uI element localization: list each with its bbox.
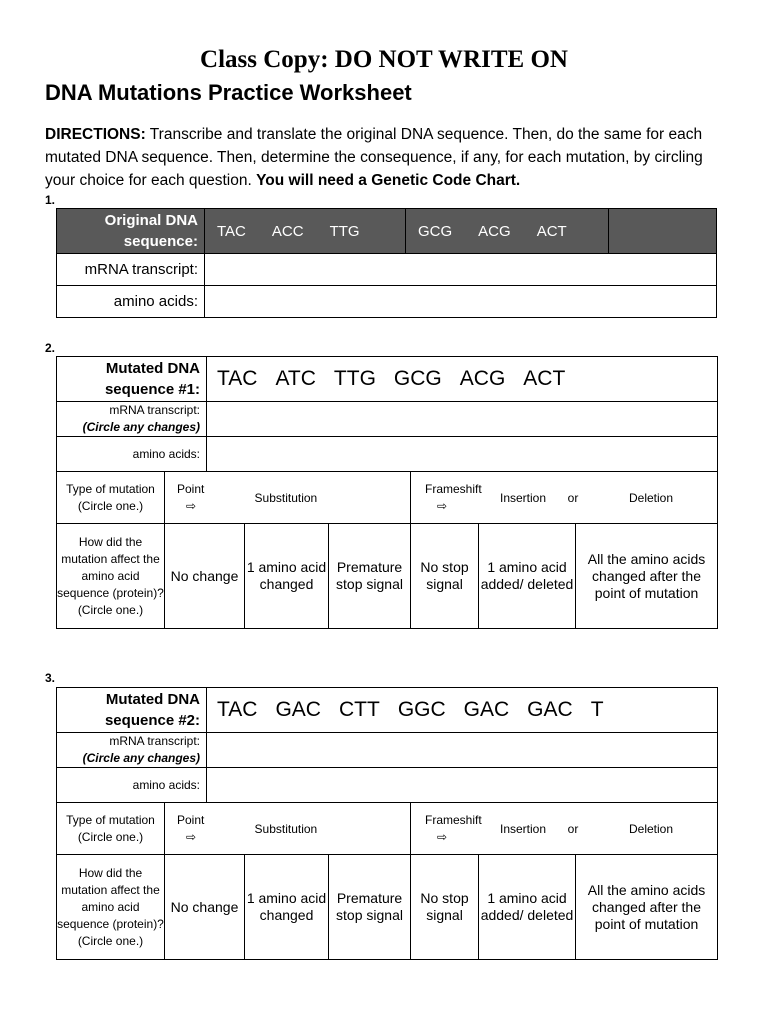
q2-choice-no-change[interactable]: No change [165, 524, 245, 629]
mutated-dna-1-table [56, 356, 718, 629]
q3-choice-point[interactable]: Point ⇨ [165, 803, 245, 855]
original-dna-label: Original DNA sequence: [57, 209, 205, 254]
q3-choice-no-change[interactable]: No change [165, 855, 245, 960]
q2-frameshift-options [411, 472, 718, 524]
original-empty-cell [609, 209, 717, 254]
q1-mrna-label: mRNA transcript: [57, 254, 205, 286]
q3-choice-one-changed[interactable]: 1 amino acid changed [245, 855, 329, 960]
q3-choice-added-deleted[interactable]: 1 amino acid added/ deleted [479, 855, 576, 960]
q3-frameshift-options [411, 803, 718, 855]
q2-choice-no-stop[interactable]: No stop signal [411, 524, 479, 629]
q2-choice-deletion[interactable]: Deletion [629, 490, 674, 505]
mutated-dna-2-table [56, 687, 718, 960]
page-header: Class Copy: DO NOT WRITE ON [200, 46, 568, 73]
q3-amino-acids-answer [207, 768, 718, 803]
question-2-number: 2. [45, 341, 56, 355]
q3-or: or [567, 821, 579, 836]
directions [45, 123, 735, 192]
q2-effect-label: How did the mutation affect the amino acid sequence (protein)? (Circle one.) [57, 524, 165, 629]
mutated-2-codons: TAC GAC CTT GGC GAC GAC T [207, 688, 718, 733]
q3-choice-deletion[interactable]: Deletion [629, 821, 674, 836]
q3-choice-no-stop[interactable]: No stop signal [411, 855, 479, 960]
q2-mrna-label: mRNA transcript: (Circle any changes) [57, 402, 207, 437]
q3-amino-acids-label: amino acids: [57, 768, 207, 803]
q2-choice-one-changed[interactable]: 1 amino acid changed [245, 524, 329, 629]
directions-body: Transcribe and translate the original DNA sequence. Then, do the same for each mutated DNA sequence. Then, determine the consequence, if any, for each mutation, by circling your choice for each question. [45, 126, 703, 189]
worksheet-title: DNA Mutations Practice Worksheet [45, 80, 412, 105]
q1-amino-acids-answer [205, 286, 717, 318]
q2-amino-acids-label: amino acids: [57, 437, 207, 472]
question-1-number: 1. [45, 193, 56, 207]
q2-choice-frameshift[interactable]: Frameshift ⇨ [425, 481, 482, 513]
mutated-1-label: Mutated DNA sequence #1: [57, 357, 207, 402]
q3-choice-all-changed[interactable]: All the amino acids changed after the point of mutation [576, 855, 718, 960]
q2-choice-insertion[interactable]: Insertion [500, 490, 547, 505]
q2-choice-substitution[interactable]: Substitution [245, 472, 411, 524]
directions-lead: DIRECTIONS: [45, 126, 146, 143]
q3-mrna-answer [207, 733, 718, 768]
q1-mrna-answer [205, 254, 717, 286]
q2-choice-added-deleted[interactable]: 1 amino acid added/ deleted [479, 524, 576, 629]
q3-effect-label: How did the mutation affect the amino acid sequence (protein)? (Circle one.) [57, 855, 165, 960]
q2-choice-point[interactable]: Point ⇨ [165, 472, 245, 524]
q2-choice-premature[interactable]: Premature stop signal [329, 524, 411, 629]
q3-choice-frameshift[interactable]: Frameshift ⇨ [425, 812, 482, 844]
q2-mrna-answer [207, 402, 718, 437]
original-codons-a: TAC ACC TTG [205, 209, 406, 254]
q3-choice-insertion[interactable]: Insertion [500, 821, 547, 836]
question-3-number: 3. [45, 671, 56, 685]
mutated-2-label: Mutated DNA sequence #2: [57, 688, 207, 733]
q3-type-label: Type of mutation (Circle one.) [57, 803, 165, 855]
original-dna-table [56, 208, 717, 318]
q2-or: or [567, 490, 579, 505]
q1-amino-acids-label: amino acids: [57, 286, 205, 318]
q3-choice-substitution[interactable]: Substitution [245, 803, 411, 855]
q3-choice-premature[interactable]: Premature stop signal [329, 855, 411, 960]
mutated-1-codons: TAC ATC TTG GCG ACG ACT [207, 357, 718, 402]
q2-amino-acids-answer [207, 437, 718, 472]
q3-mrna-label: mRNA transcript: (Circle any changes) [57, 733, 207, 768]
q2-choice-all-changed[interactable]: All the amino acids changed after the point of mutation [576, 524, 718, 629]
original-codons-b: GCG ACG ACT [406, 209, 609, 254]
q2-type-label: Type of mutation (Circle one.) [57, 472, 165, 524]
directions-emphasis: You will need a Genetic Code Chart. [256, 172, 521, 189]
